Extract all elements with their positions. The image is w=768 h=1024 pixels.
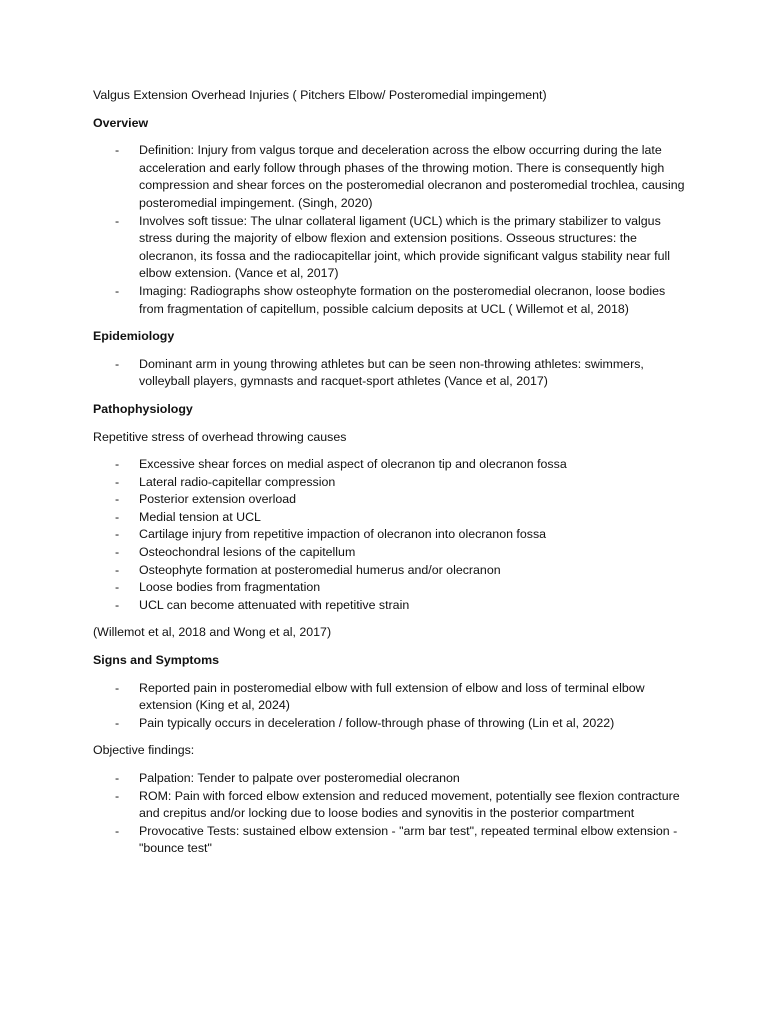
list-item: - Involves soft tissue: The ulnar collateral ligament (UCL) which is the primary stabilizer to valgus stress during the majority of elbow flexion and extension positions. Osseous structures: the olecranon, its fossa and the radiocapitellar joint, which provide significant valgus stability near full elbow extension. (Vance et al, 2017) — [93, 213, 688, 283]
list-item: - Loose bodies from fragmentation — [93, 579, 688, 597]
epidemiology-list — [93, 356, 688, 391]
document-title: Valgus Extension Overhead Injuries ( Pitchers Elbow/ Posteromedial impingement) — [93, 88, 547, 102]
list-item: - Imaging: Radiographs show osteophyte formation on the posteromedial olecranon, loose bodies from fragmentation of capitellum, possible calcium deposits at UCL ( Willemot et al, 2018) — [93, 283, 688, 318]
list-item: - Medial tension at UCL — [93, 509, 688, 527]
signs-list — [93, 680, 688, 733]
list-item: - Palpation: Tender to palpate over posteromedial olecranon — [93, 770, 688, 788]
list-item: - Osteochondral lesions of the capitellum — [93, 544, 688, 562]
list-item: - Provocative Tests: sustained elbow extension - "arm bar test", repeated terminal elbow extension - "bounce test" — [93, 823, 688, 858]
list-item: - Osteophyte formation at posteromedial humerus and/or olecranon — [93, 562, 688, 580]
heading-pathophysiology: Pathophysiology — [93, 401, 193, 416]
list-item: - Lateral radio-capitellar compression — [93, 474, 688, 492]
heading-signs-symptoms: Signs and Symptoms — [93, 653, 219, 668]
pathophysiology-list — [93, 456, 688, 614]
list-item: - ROM: Pain with forced elbow extension and reduced movement, potentially see flexion contracture and crepitus and/or locking due to loose bodies and synovitis in the posterior compartment — [93, 788, 688, 823]
list-item: - Cartilage injury from repetitive impaction of olecranon into olecranon fossa — [93, 526, 688, 544]
list-item: - Dominant arm in young throwing athletes but can be seen non-throwing athletes: swimmers, volleyball players, gymnasts and racquet-sport athletes (Vance et al, 2017) — [93, 356, 688, 391]
heading-overview: Overview — [93, 115, 149, 130]
list-item: - Definition: Injury from valgus torque and deceleration across the elbow occurring during the late acceleration and early follow through phases of the throwing motion. There is consequently high compression and shear forces on the posteromedial olecranon and posteromedial trochlea, causing posteromedial impingement. (Singh, 2020) — [93, 142, 688, 212]
list-item: - UCL can become attenuated with repetitive strain — [93, 597, 688, 615]
pathophysiology-citation: (Willemot et al, 2018 and Wong et al, 2017) — [93, 625, 332, 640]
heading-epidemiology: Epidemiology — [93, 329, 175, 344]
list-item: - Reported pain in posteromedial elbow with full extension of elbow and loss of terminal elbow extension (King et al, 2024) — [93, 680, 688, 715]
list-item: - Excessive shear forces on medial aspect of olecranon tip and olecranon fossa — [93, 456, 688, 474]
list-item: - Pain typically occurs in deceleration / follow-through phase of throwing (Lin et al, 2022) — [93, 715, 688, 733]
overview-list — [93, 142, 688, 318]
list-item: - Posterior extension overload — [93, 491, 688, 509]
objective-heading: Objective findings: — [93, 743, 195, 758]
objective-list — [93, 770, 688, 858]
pathophysiology-intro: Repetitive stress of overhead throwing causes — [93, 429, 347, 444]
